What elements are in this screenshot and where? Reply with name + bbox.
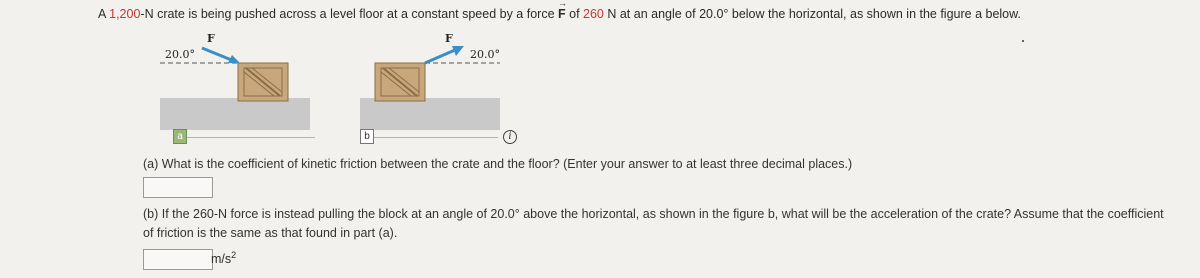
crate-a xyxy=(238,63,288,101)
problem-text-mid: -N crate is being pushed across a level floor at a constant speed by a force xyxy=(140,7,558,21)
figure-b-baseline xyxy=(374,137,498,138)
force-label-a: F xyxy=(207,32,215,45)
problem-text-intro: A xyxy=(98,7,110,21)
force-arrow-a xyxy=(202,48,234,61)
unit-exponent: 2 xyxy=(231,250,237,260)
problem-statement xyxy=(98,7,1021,21)
stray-dot xyxy=(1022,40,1024,42)
angle-label-b: 20.0° xyxy=(470,48,500,61)
problem-text-of: of xyxy=(565,7,584,21)
force-label-b: F xyxy=(445,32,453,45)
figure-b-diagram xyxy=(360,30,510,130)
answer-b-input[interactable] xyxy=(143,249,213,270)
floor-b xyxy=(360,98,500,130)
answer-a-input[interactable] xyxy=(143,177,213,198)
figure-a-diagram xyxy=(160,30,310,130)
figure-a-baseline xyxy=(187,137,315,138)
angle-label-a: 20.0° xyxy=(165,48,195,61)
problem-text-rest: N at an angle of 20.0° below the horizontal, as shown in the figure a below. xyxy=(603,7,1021,21)
force-value: 260 xyxy=(583,7,604,21)
force-vector-symbol: → F xyxy=(558,7,566,21)
info-icon[interactable]: i xyxy=(503,130,517,144)
answer-b-unit xyxy=(211,250,236,266)
force-arrow-b xyxy=(425,50,455,63)
floor-a xyxy=(160,98,310,130)
unit-base: m/s xyxy=(211,252,232,267)
crate-b xyxy=(375,63,425,101)
figure-b-label[interactable]: b xyxy=(360,129,374,144)
crate-weight-value: 1,200 xyxy=(109,7,141,21)
figure-a-label[interactable]: a xyxy=(173,129,187,144)
question-a-text: (a) What is the coefficient of kinetic friction between the crate and the floor? (Enter your answer to at least three decimal places.) xyxy=(143,157,853,171)
question-b-text: (b) If the 260-N force is instead pulling the block at an angle of 20.0° above the horizontal, as shown in the figure b, what will be the acceleration of the crate? Assume that the coefficient of friction is the same as that found in part (a). xyxy=(143,207,1164,240)
